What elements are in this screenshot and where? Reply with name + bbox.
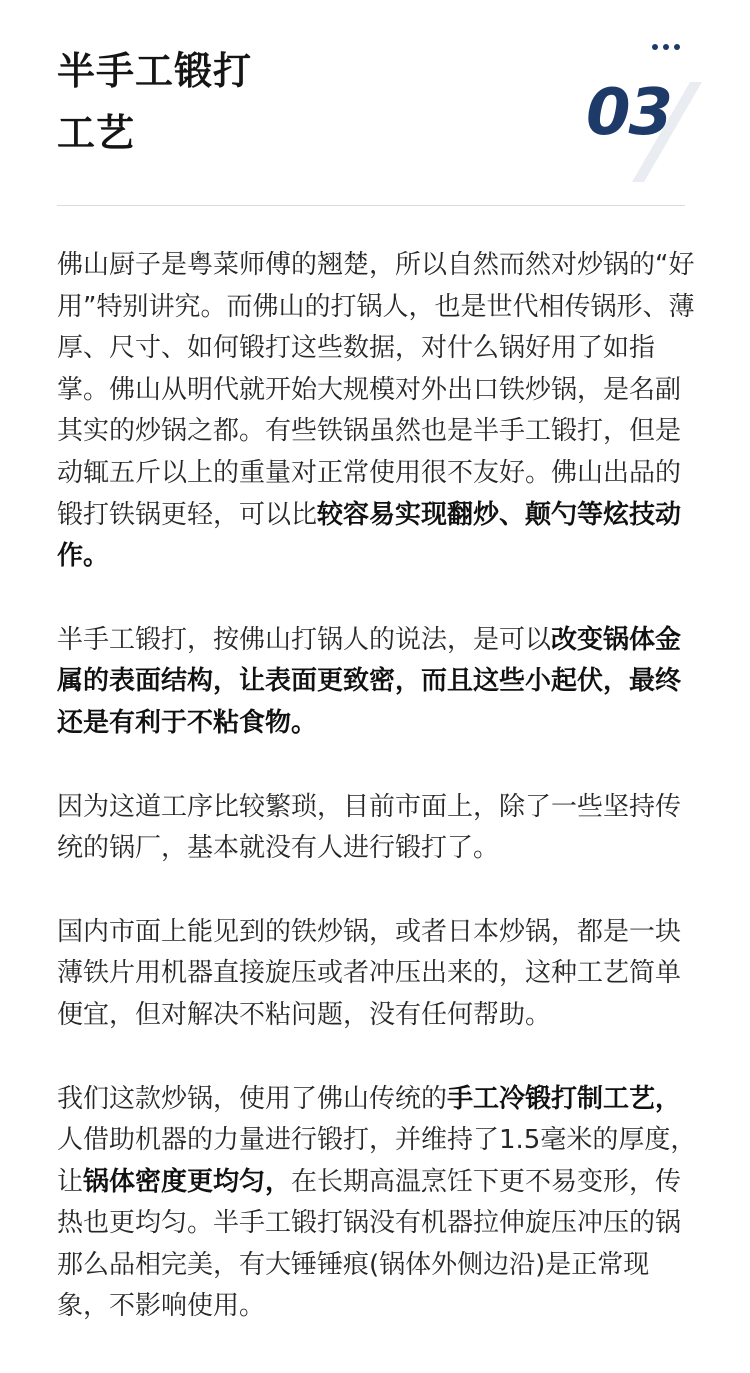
dot-icon (674, 44, 680, 50)
article-body (57, 245, 697, 1370)
section-header (0, 0, 750, 210)
text-segment: 半手工锻打，按佛山打锅人的说法，是可以 (57, 624, 552, 655)
bold-text-segment: 较容易实现翻炒、颠勺等炫技动作。 (57, 499, 682, 572)
section-number-badge (582, 70, 702, 180)
section-title-line-1: 半手工锻打 (57, 49, 253, 93)
text-segment: 人借助机器的力量进行锻打，并维持了1.5毫米的厚度，让 (57, 1125, 697, 1197)
paragraph-1 (57, 245, 697, 578)
section-number: 03 (586, 76, 672, 150)
bold-text-segment: 锅体密度更均匀， (83, 1166, 292, 1197)
text-segment: 国内市面上能见到的铁炒锅，或者日本炒锅，都是一块薄铁片用机器直接旋压或者冲压出来的，这种工艺简单便宜，但对解决不粘问题，没有任何帮助。 (57, 916, 682, 1030)
dot-icon (663, 44, 669, 50)
paragraph-3 (57, 787, 697, 870)
text-segment: 我们这款炒锅，使用了佛山传统的 (57, 1083, 448, 1114)
bold-text-segment: 改变锅体金属的表面结构，让表面更致密，而且这些小起伏，最终还是有利于不粘食物。 (57, 624, 682, 738)
section-title-line-2: 工艺 (57, 111, 136, 155)
dot-icon (652, 44, 658, 50)
divider (57, 205, 685, 206)
paragraph-2 (57, 620, 697, 745)
paragraph-5 (57, 1079, 697, 1329)
text-segment: 因为这道工序比较繁琐，目前市面上，除了一些坚持传统的锅厂，基本就没有人进行锻打了。 (57, 791, 682, 864)
text-segment: 佛山厨子是粤菜师傅的翘楚，所以自然而然对炒锅的“好用”特别讲究。而佛山的打锅人，也是世代相传锅形、薄厚、尺寸、如何锻打这些数据，对什么锅好用了如指掌。佛山从明代就开始大规模对外出口铁炒锅，是名副其实的炒锅之都。有些铁锅虽然也是半手工锻打，但是动辄五斤以上的重量对正常使用很不友好。佛山出品的锻打铁锅更轻，可以比 (57, 250, 695, 530)
bold-text-segment: 手工冷锻打制工艺， (447, 1083, 682, 1114)
dots-decoration-icon (652, 44, 680, 50)
text-segment: 在长期高温烹饪下更不易变形，传热也更均匀。半手工锻打锅没有机器拉伸旋压冲压的锅那么品相完美，有大锤锤痕(锅体外侧边沿)是正常现象，不影响使用。 (57, 1166, 682, 1322)
paragraph-4 (57, 912, 697, 1037)
section-title (57, 40, 252, 164)
